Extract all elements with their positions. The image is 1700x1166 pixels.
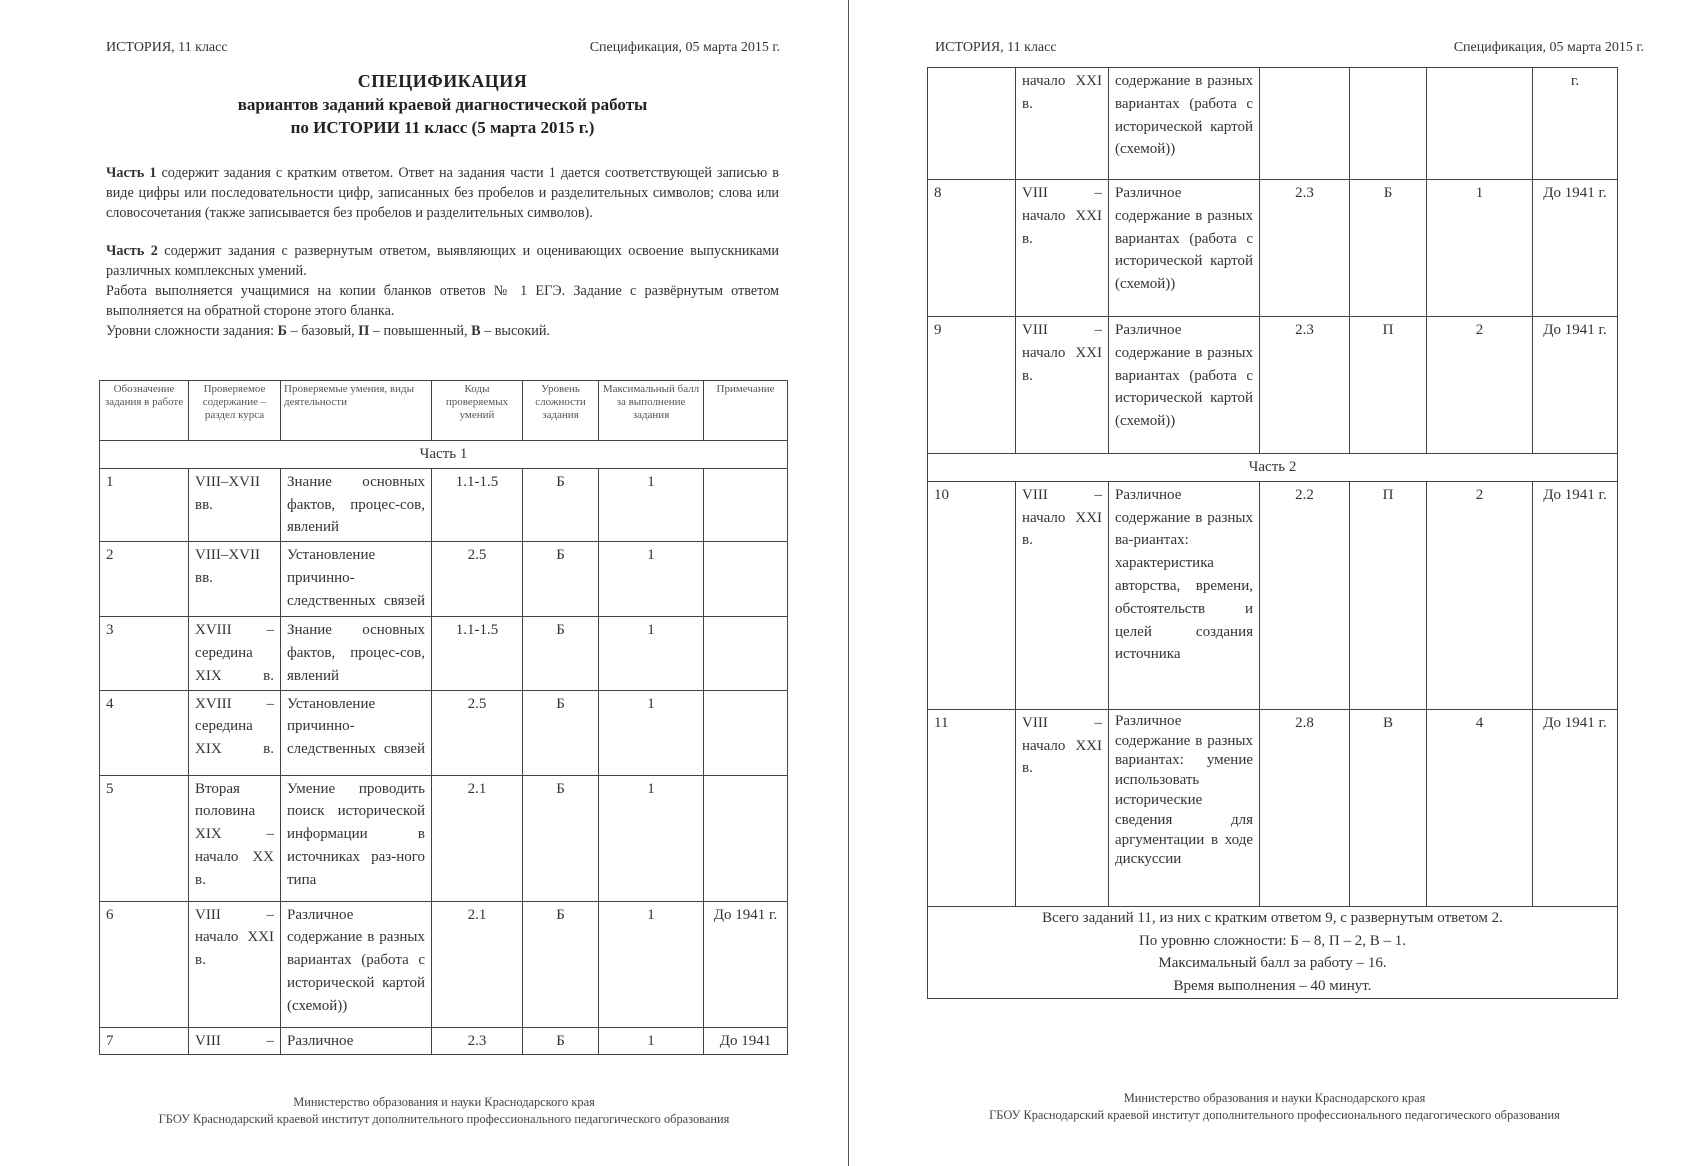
levels-prefix: Уровни сложности задания:	[106, 323, 278, 339]
note-cell: До 1941 г.	[1533, 317, 1618, 454]
section-cell: начало XXI в.	[1016, 68, 1109, 180]
left-page	[0, 0, 848, 1166]
intro-text	[106, 163, 779, 341]
level-b-text: – базовый,	[287, 323, 359, 339]
table-row	[928, 180, 1618, 317]
table-row	[928, 709, 1618, 906]
task-number-cell: 10	[928, 481, 1016, 709]
score-cell: 1	[599, 775, 704, 901]
header-subject: ИСТОРИЯ, 11 класс	[106, 40, 228, 55]
task-number-cell: 8	[928, 180, 1016, 317]
section-row-part2	[928, 454, 1618, 482]
code-cell: 1.1-1.5	[432, 468, 523, 541]
note-cell: г.	[1533, 68, 1618, 180]
task-number-cell: 5	[100, 775, 189, 901]
level-cell: Б	[523, 775, 599, 901]
part2-text: содержит задания с развернутым ответом, выявляющих и оценивающих освоение выпускниками различных комплексных умений.	[106, 243, 780, 279]
level-b: Б	[277, 323, 288, 339]
score-cell: 1	[1427, 180, 1533, 317]
score-cell: 4	[1427, 709, 1533, 906]
level-cell: Б	[523, 468, 599, 541]
section-cell: VIII – начало XXI в.	[189, 901, 281, 1027]
level-v-text: – высокий.	[480, 323, 550, 339]
code-cell: 2.8	[1260, 709, 1350, 906]
col-header-codes: Коды проверяемых умений	[432, 381, 523, 441]
level-cell: Б	[523, 901, 599, 1027]
task-number-cell: 9	[928, 317, 1016, 454]
score-cell: 1	[599, 901, 704, 1027]
table-row	[100, 1027, 788, 1055]
note-cell: До 1941	[704, 1027, 788, 1055]
code-cell: 2.5	[432, 690, 523, 775]
score-cell: 1	[599, 690, 704, 775]
section-cell: VIII – начало XXI в.	[1016, 709, 1109, 906]
summary-line: Максимальный балл за работу – 16.	[928, 952, 1618, 975]
table-row	[100, 617, 788, 690]
score-cell: 2	[1427, 481, 1533, 709]
table-row	[100, 775, 788, 901]
table-row	[100, 468, 788, 541]
footer	[20, 1094, 868, 1128]
note-cell: До 1941 г.	[704, 901, 788, 1027]
code-cell: 1.1-1.5	[432, 617, 523, 690]
section-cell: XVIII – середина XIX в.	[189, 617, 281, 690]
table-row	[928, 317, 1618, 454]
part1-label: Часть 1	[106, 165, 157, 181]
skill-cell: Различное содержание в разных вариантах: умение использовать исторические сведения для аргументации в ходе дискуссии	[1109, 709, 1260, 906]
skill-cell: Умение проводить поиск исторической информации в источниках раз-ного типа	[281, 775, 432, 901]
part2-label: Часть 2	[106, 243, 158, 259]
skill-cell: содержание в разных вариантах (работа с исторической картой (схемой))	[1109, 68, 1260, 180]
footer-line-1: Министерство образования и науки Краснодарского края	[1123, 1091, 1426, 1105]
section-row-part1	[100, 441, 788, 469]
part1-paragraph	[106, 163, 779, 223]
summary-row	[928, 975, 1618, 998]
skill-cell: Различное содержание в разных ва-риантах: характеристика авторства, времени, обстоятельств и целей создания источника	[1109, 481, 1260, 709]
levels-paragraph	[106, 321, 779, 341]
footer	[849, 1090, 1700, 1124]
title-line-3: по ИСТОРИИ 11 класс (5 марта 2015 г.)	[290, 118, 595, 137]
summary-row	[928, 906, 1618, 929]
table-row	[928, 68, 1618, 180]
task-number-cell: 1	[100, 468, 189, 541]
col-header-level: Уровень сложности задания	[523, 381, 599, 441]
task-number-cell: 4	[100, 690, 189, 775]
title-line-2: вариантов заданий краевой диагностической работы	[237, 95, 648, 114]
header-date: Спецификация, 05 марта 2015 г.	[589, 40, 780, 55]
note-cell	[704, 468, 788, 541]
summary-line: Время выполнения – 40 минут.	[928, 975, 1618, 998]
summary-row	[928, 930, 1618, 953]
code-cell: 2.1	[432, 901, 523, 1027]
table-header-row	[100, 381, 788, 441]
level-cell: Б	[523, 542, 599, 617]
header-date: Спецификация, 05 марта 2015 г.	[1453, 40, 1644, 55]
col-header-note: Примечание	[704, 381, 788, 441]
score-cell: 1	[599, 468, 704, 541]
code-cell: 2.3	[432, 1027, 523, 1055]
section-label: Часть 2	[928, 454, 1618, 482]
part1-text: содержит задания с кратким ответом. Ответ на задания части 1 дается соответствующей записью в виде цифры или последовательности цифр, записанных без пробелов и разделительных символов; слова или словосочетания (также записывается без пробелов и разделительных символов).	[106, 165, 779, 221]
section-label: Часть 1	[100, 441, 788, 469]
section-cell: VIII – начало XXI в.	[1016, 180, 1109, 317]
level-v: В	[471, 323, 481, 339]
skill-cell: Различное содержание в разных вариантах (работа с исторической картой (схемой))	[281, 901, 432, 1027]
score-cell: 1	[599, 617, 704, 690]
code-cell: 2.1	[432, 775, 523, 901]
score-cell	[1427, 68, 1533, 180]
table-row	[100, 901, 788, 1027]
header-subject: ИСТОРИЯ, 11 класс	[935, 40, 1057, 55]
task-number-cell: 11	[928, 709, 1016, 906]
code-cell: 2.2	[1260, 481, 1350, 709]
summary-row	[928, 952, 1618, 975]
code-cell: 2.3	[1260, 180, 1350, 317]
level-cell: П	[1350, 317, 1427, 454]
section-cell: VIII – начало XXI в.	[1016, 317, 1109, 454]
level-cell: Б	[1350, 180, 1427, 317]
table-row	[100, 542, 788, 617]
code-cell	[1260, 68, 1350, 180]
level-cell: Б	[523, 690, 599, 775]
skill-cell: Знание основных фактов, процес-сов, явлений	[281, 468, 432, 541]
document-title	[106, 70, 779, 139]
footer-line-1: Министерство образования и науки Краснодарского края	[293, 1095, 595, 1109]
task-number-cell	[928, 68, 1016, 180]
skill-cell: Знание основных фактов, процес-сов, явлений	[281, 617, 432, 690]
task-number-cell: 2	[100, 542, 189, 617]
code-cell: 2.3	[1260, 317, 1350, 454]
note-cell	[704, 617, 788, 690]
part2-paragraph	[106, 241, 779, 281]
section-cell: VIII–XVII вв.	[189, 468, 281, 541]
skill-cell: Установление причинно-следственных связей	[281, 542, 432, 617]
code-cell: 2.5	[432, 542, 523, 617]
section-cell: Вторая половина XIX – начало XX в.	[189, 775, 281, 901]
title-line-1: СПЕЦИФИКАЦИЯ	[357, 71, 528, 91]
footer-line-2: ГБОУ Краснодарский краевой институт дополнительного профессионального педагогического образования	[989, 1108, 1560, 1122]
note-cell	[704, 775, 788, 901]
task-number-cell: 3	[100, 617, 189, 690]
skill-cell: Различное содержание в разных вариантах (работа с исторической картой (схемой))	[1109, 180, 1260, 317]
level-cell: П	[1350, 481, 1427, 709]
level-p: П	[358, 323, 370, 339]
section-cell: VIII–XVII вв.	[189, 542, 281, 617]
score-cell: 1	[599, 1027, 704, 1055]
section-cell: XVIII – середина XIX в.	[189, 690, 281, 775]
score-cell: 2	[1427, 317, 1533, 454]
work-paragraph: Работа выполняется учащимися на копии бланков ответов № 1 ЕГЭ. Задание с развёрнутым ответом выполняется на обратной стороне этого бланка.	[106, 283, 779, 319]
note-cell: До 1941 г.	[1533, 709, 1618, 906]
skill-cell: Различное	[281, 1027, 432, 1055]
summary-line: Всего заданий 11, из них с кратким ответом 9, с развернутым ответом 2.	[928, 906, 1618, 929]
note-cell	[704, 690, 788, 775]
col-header-task: Обозначение задания в работе	[100, 381, 189, 441]
skill-cell: Установление причинно-следственных связей	[281, 690, 432, 775]
task-number-cell: 6	[100, 901, 189, 1027]
level-cell: Б	[523, 617, 599, 690]
footer-line-2: ГБОУ Краснодарский краевой институт дополнительного профессионального педагогического образования	[158, 1112, 730, 1126]
level-cell	[1350, 68, 1427, 180]
level-cell: В	[1350, 709, 1427, 906]
level-cell: Б	[523, 1027, 599, 1055]
task-number-cell: 7	[100, 1027, 189, 1055]
score-cell: 1	[599, 542, 704, 617]
col-header-section: Проверяемое содержание – раздел курса	[189, 381, 281, 441]
level-p-text: – повышенный,	[369, 323, 472, 339]
note-cell	[704, 542, 788, 617]
skill-cell: Различное содержание в разных вариантах (работа с исторической картой (схемой))	[1109, 317, 1260, 454]
spec-table-left	[99, 380, 788, 1055]
col-header-max-score: Максимальный балл за выполнение задания	[599, 381, 704, 441]
table-row	[928, 481, 1618, 709]
section-cell: VIII –	[189, 1027, 281, 1055]
note-cell: До 1941 г.	[1533, 180, 1618, 317]
spec-table-right	[927, 67, 1618, 999]
note-cell: До 1941 г.	[1533, 481, 1618, 709]
table-row	[100, 690, 788, 775]
right-page	[849, 0, 1700, 1166]
section-cell: VIII – начало XXI в.	[1016, 481, 1109, 709]
col-header-skills: Проверяемые умения, виды деятельности	[281, 381, 432, 441]
summary-line: По уровню сложности: Б – 8, П – 2, В – 1.	[928, 930, 1618, 953]
